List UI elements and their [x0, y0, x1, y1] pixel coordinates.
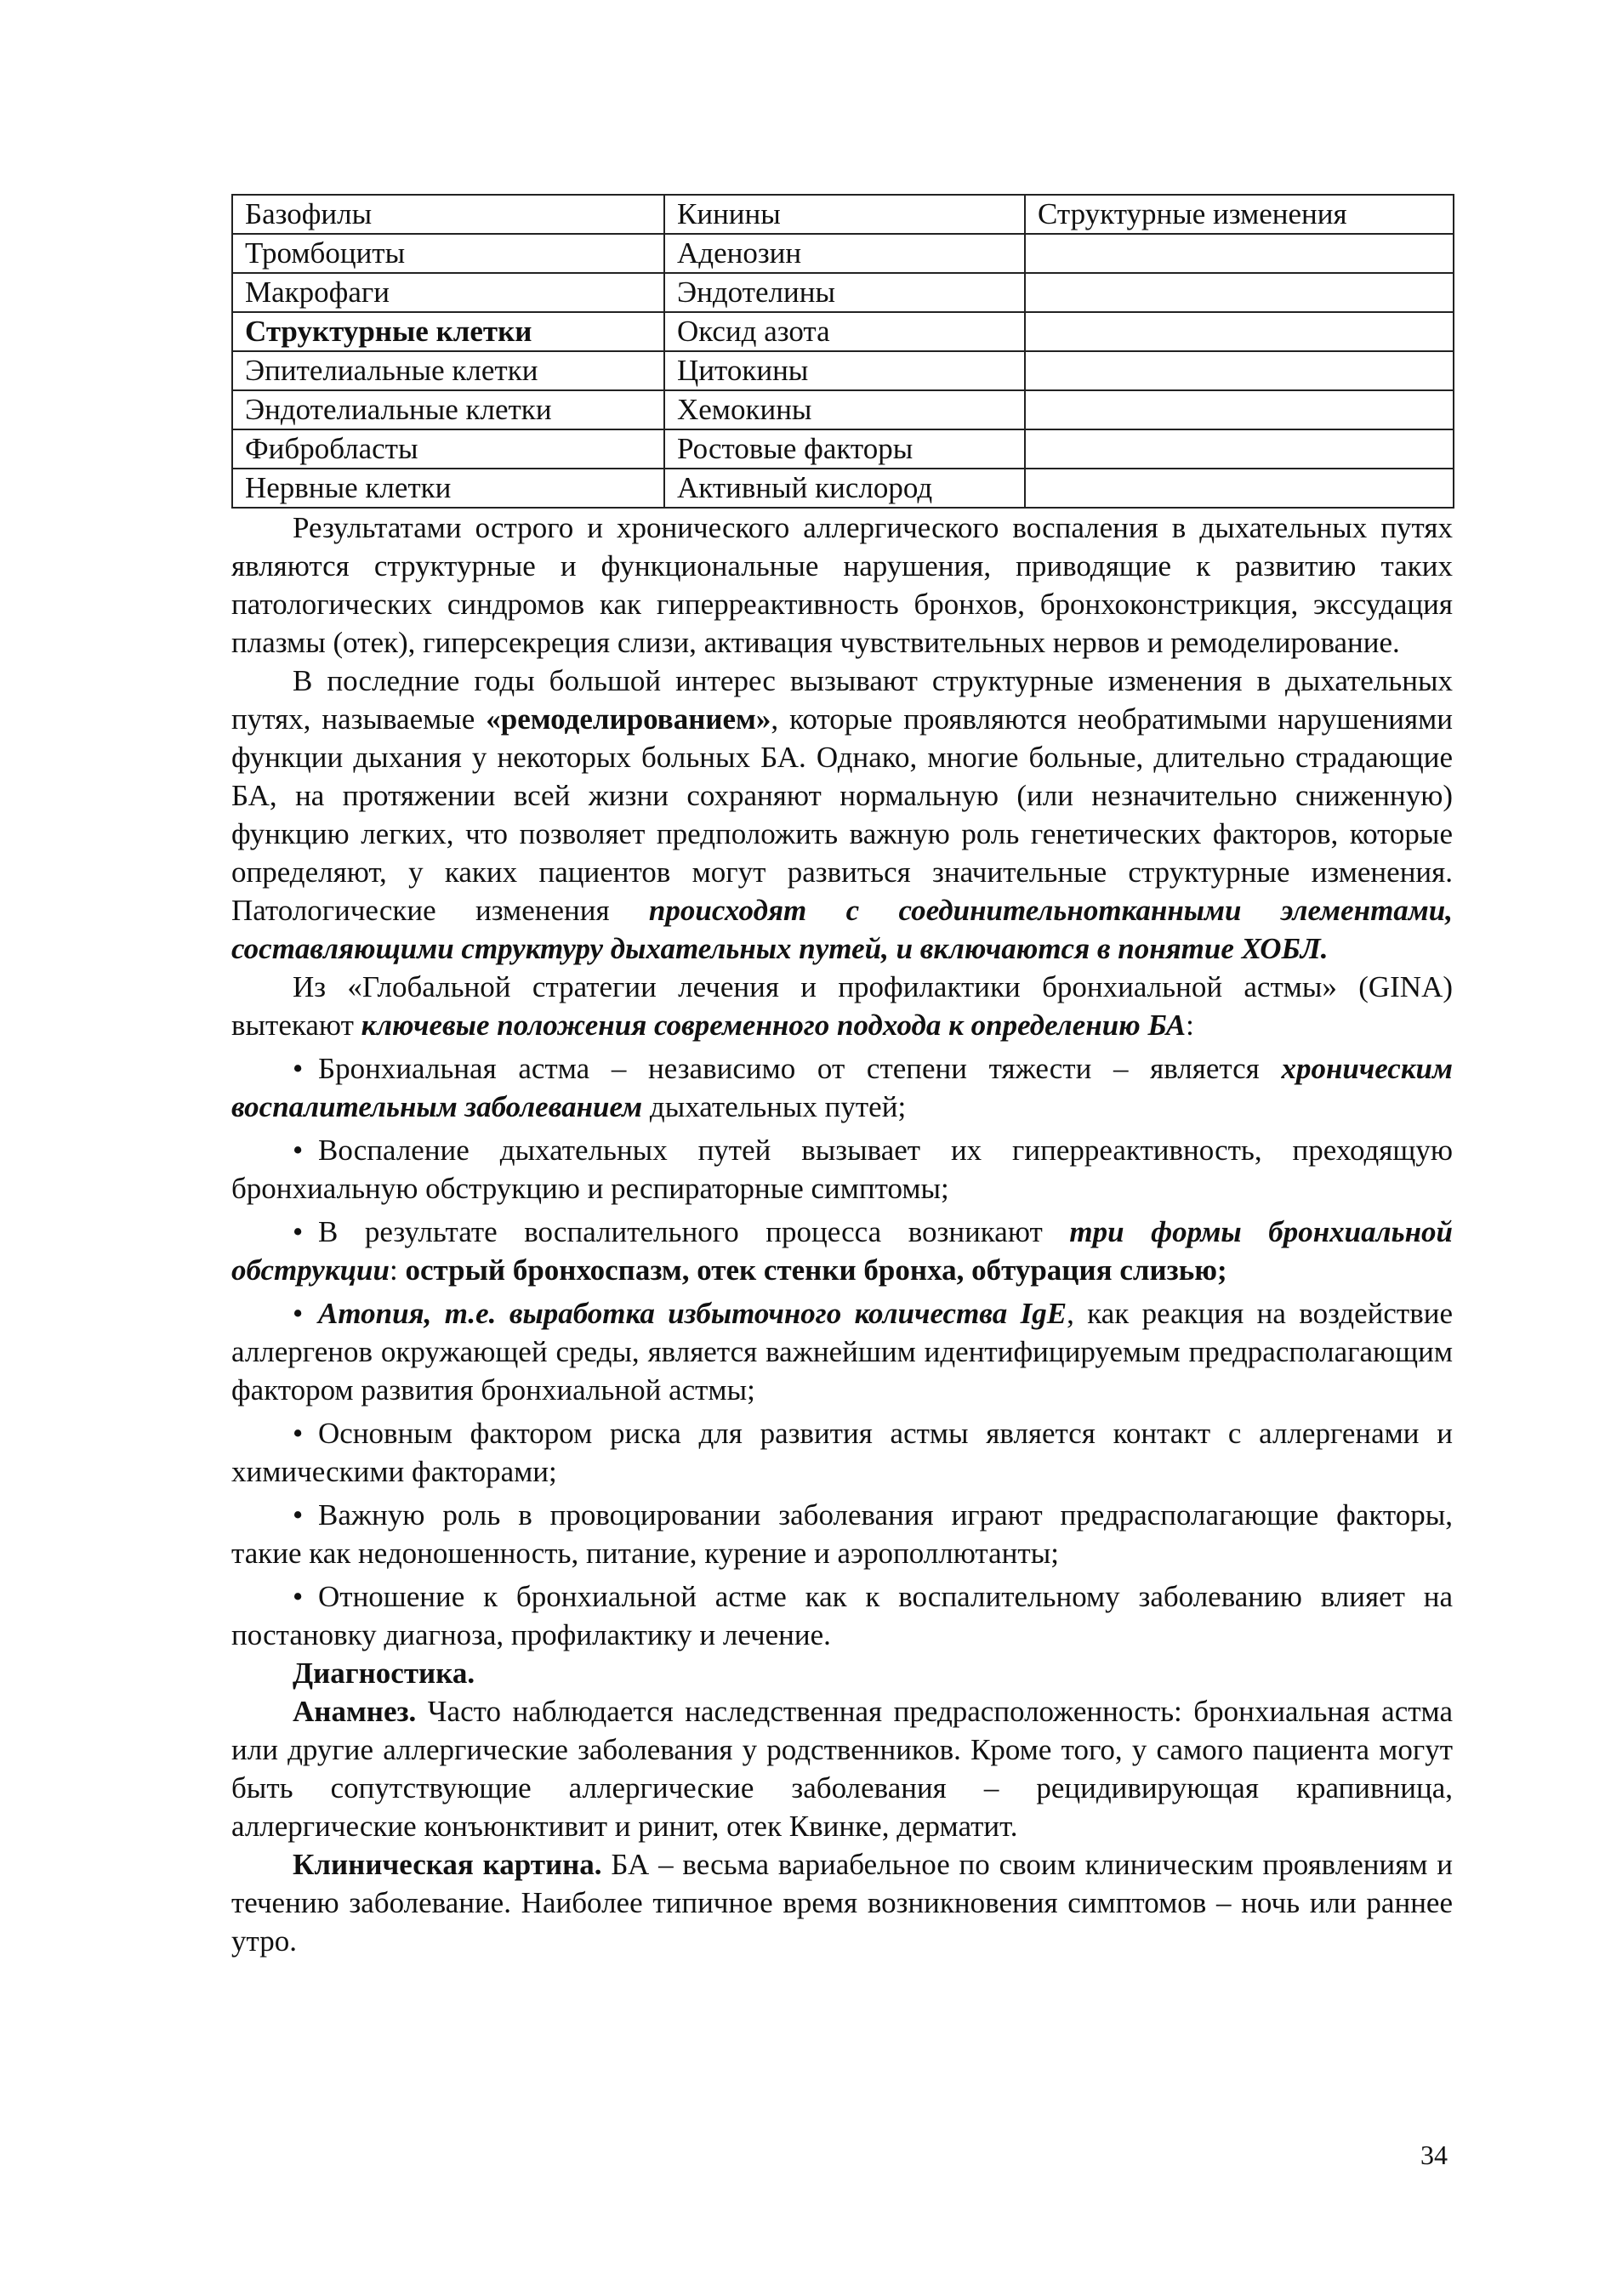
list-item	[231, 1414, 1453, 1491]
section-heading-diagnostics: Диагностика.	[293, 1657, 475, 1690]
text-run: Отношение к бронхиальной астме как к воспалительному заболеванию влияет на постановку диагноза, профилактику и лечение.	[231, 1580, 1453, 1651]
table-cell: Ростовые факторы	[664, 429, 1025, 469]
bullet-icon: •	[293, 1580, 304, 1613]
table-row	[232, 351, 1454, 390]
document-page	[231, 194, 1453, 1960]
text-run: Часто наблюдается наследственная предрасположенность: бронхиальная астма или другие аллергические заболевания у родственников. Кроме того, у самого пациента могут быть сопутствующие аллергические заболевания – рецидивирующая крапивница, аллергические конъюнктивит и ринит, отек Квинке, дерматит.	[231, 1695, 1453, 1843]
list-item	[231, 1496, 1453, 1572]
bullet-icon: •	[293, 1052, 304, 1085]
table-row	[232, 469, 1454, 508]
text-run-bold: Клиническая картина.	[293, 1848, 602, 1881]
table-cell	[1025, 429, 1454, 469]
text-run-bold-italic: Атопия, т.е. выработка избыточного количества IgE	[318, 1297, 1067, 1330]
bullet-icon: •	[293, 1417, 304, 1450]
table-cell	[1025, 234, 1454, 273]
bullet-icon: •	[293, 1297, 304, 1330]
text-run: БА – весьма вариабельное по своим клиническим проявлениям и течению заболевание. Наиболее типичное время возникновения симптомов – ночь или раннее утро.	[231, 1848, 1453, 1958]
table-cell	[1025, 312, 1454, 351]
table-cell: Базофилы	[232, 195, 664, 234]
paragraph-anamnesis	[231, 1692, 1453, 1845]
paragraph-clinical-picture	[231, 1845, 1453, 1960]
table-cell: Хемокины	[664, 390, 1025, 429]
page-number: 34	[1420, 2140, 1448, 2170]
table-row	[232, 390, 1454, 429]
table-row	[232, 312, 1454, 351]
paragraph-remodeling	[231, 662, 1453, 968]
table-cell: Эндотелиальные клетки	[232, 390, 664, 429]
text-run-bold-italic: три формы бронхиальной обструкции	[231, 1215, 1453, 1287]
text-run: дыхательных путей;	[642, 1090, 907, 1123]
table-cell	[1025, 273, 1454, 312]
list-item	[231, 1294, 1453, 1409]
text-run: Основным фактором риска для развития астмы является контакт с аллергенами и химическими факторами;	[231, 1417, 1453, 1488]
text-run-bold: «ремоделированием»	[486, 702, 771, 736]
table-cell	[1025, 351, 1454, 390]
table-row	[232, 234, 1454, 273]
key-points-list	[231, 1049, 1453, 1654]
text-run: Бронхиальная астма – независимо от степени тяжести – является	[318, 1052, 1282, 1085]
table-cell: Цитокины	[664, 351, 1025, 390]
text-run: , как реакция на воздействие аллергенов окружающей среды, является важнейшим идентифицируемым предрасполагающим фактором развития бронхиальной астмы;	[231, 1297, 1453, 1407]
table-cell: Тромбоциты	[232, 234, 664, 273]
text-run: Воспаление дыхательных путей вызывает их гиперреактивность, преходящую бронхиальную обструкцию и респираторные симптомы;	[231, 1134, 1453, 1205]
table-cell: Фибробласты	[232, 429, 664, 469]
bullet-icon: •	[293, 1498, 304, 1532]
text-run: :	[389, 1253, 406, 1287]
text-run: :	[1186, 1009, 1194, 1042]
text-run-bold-italic: ключевые положения современного подхода к определению БА	[361, 1009, 1187, 1042]
table-cell: Эндотелины	[664, 273, 1025, 312]
text-run: Из «Глобальной стратегии лечения и профилактики бронхиальной астмы» (GINA) вытекают	[231, 970, 1453, 1042]
mediators-table	[231, 194, 1454, 509]
list-item	[231, 1131, 1453, 1208]
table-cell: Структурные изменения	[1025, 195, 1454, 234]
list-item	[231, 1049, 1453, 1126]
table-cell: Эпителиальные клетки	[232, 351, 664, 390]
text-run: , которые проявляются необратимыми нарушениями функции дыхания у некоторых больных БА. Однако, многие больные, длительно страдающие БА, на протяжении всей жизни сохраняют нормальную (или незначительно сниженную) функцию легких, что позволяет предположить важную роль генетических факторов, которые определяют, у каких пациентов могут развиться значительные структурные изменения. Патологические изменения	[231, 702, 1453, 927]
table-cell	[1025, 469, 1454, 508]
paragraph-inflammation-results: Результатами острого и хронического аллергического воспаления в дыхательных путях являются структурные и функциональные нарушения, приводящие к развитию таких патологических синдромов как гиперреактивность бронхов, бронхоконстрикция, экссудация плазмы (отек), гиперсекреция слизи, активация чувствительных нервов и ремоделирование.	[231, 511, 1453, 659]
text-run-bold: Анамнез.	[293, 1695, 417, 1728]
text-run: В последние годы большой интерес вызывают структурные изменения в дыхательных путях, называемые	[231, 664, 1453, 736]
paragraph-gina	[231, 968, 1453, 1044]
table-cell: Макрофаги	[232, 273, 664, 312]
bullet-icon: •	[293, 1215, 304, 1248]
table-cell: Нервные клетки	[232, 469, 664, 508]
list-item	[231, 1577, 1453, 1654]
text-run-bold-italic: происходят с соединительнотканными элементами, составляющими структуру дыхательных путей, и включаются в понятие ХОБЛ.	[231, 894, 1453, 965]
text-run: Важную роль в провоцировании заболевания играют предрасполагающие факторы, такие как недоношенность, питание, курение и аэрополлютанты;	[231, 1498, 1453, 1570]
text-run-bold: острый бронхоспазм, отек стенки бронха, обтурация слизью;	[405, 1253, 1227, 1287]
table-cell: Оксид азота	[664, 312, 1025, 351]
list-item	[231, 1213, 1453, 1289]
table-cell-heading: Структурные клетки	[232, 312, 664, 351]
table-row	[232, 273, 1454, 312]
table-cell	[1025, 390, 1454, 429]
text-run-bold-italic: хроническим воспалительным заболеванием	[231, 1052, 1453, 1123]
table-cell: Активный кислород	[664, 469, 1025, 508]
table-cell: Аденозин	[664, 234, 1025, 273]
table-row	[232, 429, 1454, 469]
text-run: В результате воспалительного процесса возникают	[318, 1215, 1070, 1248]
table-cell: Кинины	[664, 195, 1025, 234]
bullet-icon: •	[293, 1134, 304, 1167]
table-row	[232, 195, 1454, 234]
